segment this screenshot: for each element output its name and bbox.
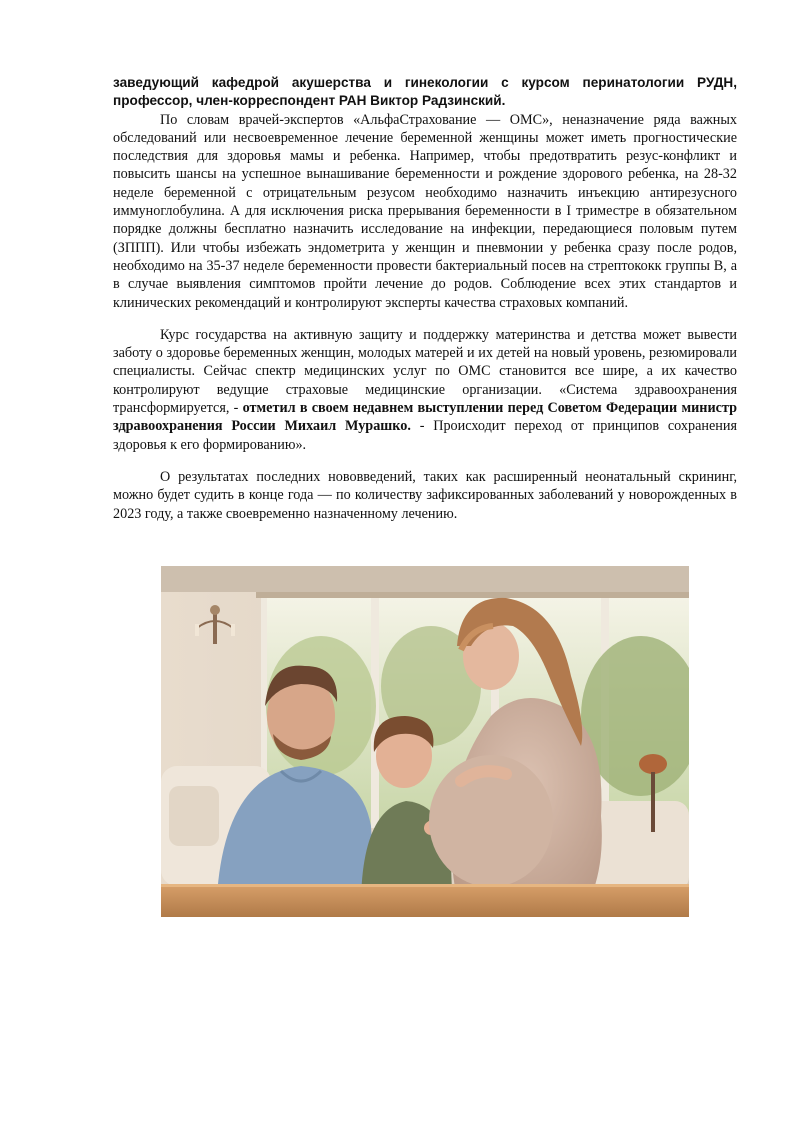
family-photo <box>161 566 689 917</box>
paragraph-results: О результатах последних нововведений, таких как расширенный неонатальный скрининг, можно будет судить в конце года — по количеству зафиксированных заболеваний у новорожденных в 2023 году, а также своевременно назначенному лечению. <box>113 468 737 522</box>
paragraph-state-course-tail: - Происходит переход от принципов сохранения здоровья к его формированию». <box>113 418 737 453</box>
paragraph-state-course <box>113 326 737 454</box>
paragraph-experts: По словам врачей-экспертов «АльфаСтрахование — ОМС», неназначение ряда важных обследований или несвоевременное лечение беременной женщины может иметь прогностические последствия для здоровья мамы и ребенка. Например, чтобы предотвратить резус-конфликт и повысить шансы на успешное вынашивание беременности и рождение здорового ребенка, на 28-32 неделе беременной с отрицательным резусом необходимо назначить инъекцию антирезусного иммуноглобулина. А для исключения риска прерывания беременности в I триместре в обязательном порядке должны бесплатно назначить исследование на инфекции, передающиеся половым путем (ЗППП). Или чтобы избежать эндометрита у женщин и пневмонии у ребенка сразу после родов, необходимо на 35-37 неделе беременности провести бактериальный посев на стрептококк группы В, а в случае выявления симптомов пройти лечение до родов. Соблюдение всех этих стандартов и клинических рекомендаций и контролируют эксперты качества страховых компаний. <box>113 111 737 311</box>
paragraph-state-course-text: Курс государства на активную защиту и поддержку материнства и детства может вывести заботу о здоровье беременных женщин, молодых матерей и их детей на новый уровень, резюмировали специалисты. Сейчас спектр медицинских услуг по ОМС становится все шире, а их качество контролируют ведущие страховые медицинские организации. «Система здравоохранения трансформируется, - <box>113 326 737 417</box>
intro-attribution: заведующий кафедрой акушерства и гинекологии с курсом перинатологии РУДН, профессор, член-корреспондент РАН Виктор Радзинский. <box>113 75 737 109</box>
document-page <box>113 74 737 523</box>
minister-quote-attribution: отметил в своем недавнем выступлении перед Советом Федерации министр здравоохранения России Михаил Мурашко. <box>113 400 737 435</box>
